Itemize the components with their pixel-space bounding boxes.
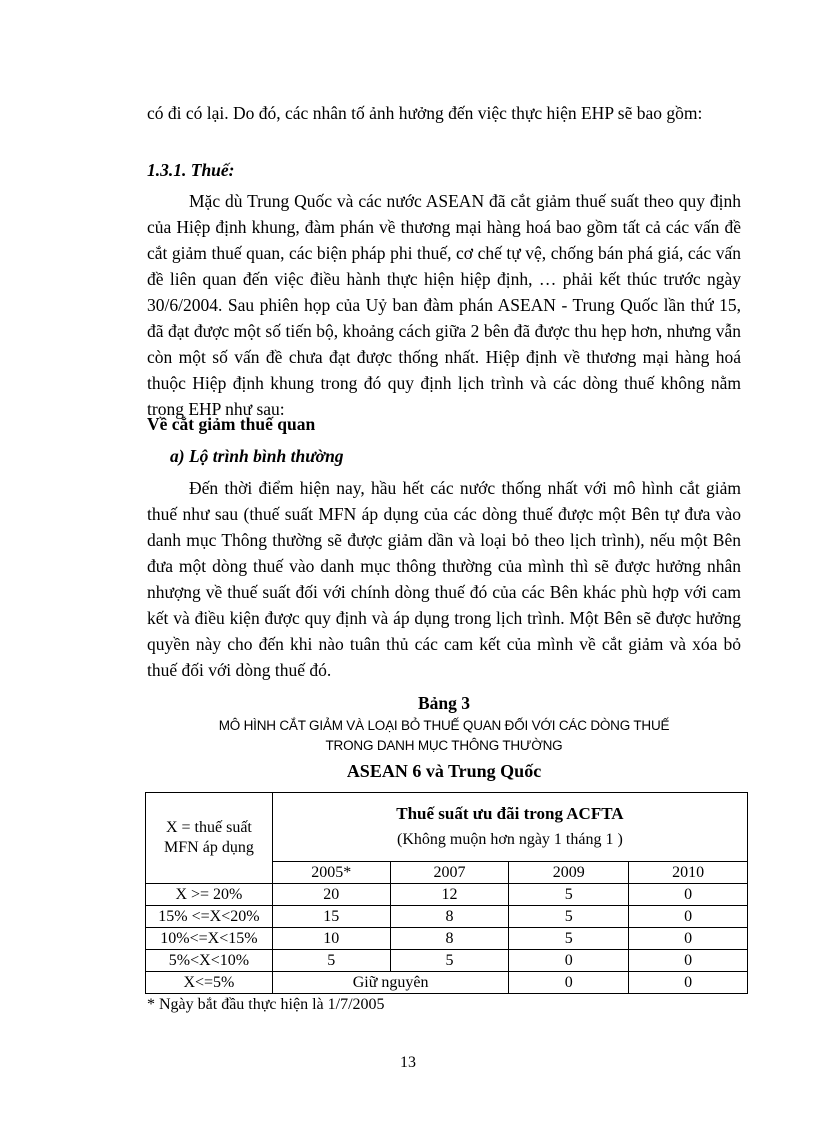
row-header-cell <box>146 793 273 884</box>
table-row <box>146 928 748 950</box>
table-cell: 15 <box>272 906 390 928</box>
table-cell: 0 <box>509 950 629 972</box>
table-title-line1: MÔ HÌNH CẮT GIẢM VÀ LOẠI BỎ THUẾ QUAN ĐỐI VỚI CÁC DÒNG THUẾ <box>218 718 670 733</box>
table-cell: 0 <box>629 906 748 928</box>
row-label: 5%<X<10% <box>146 950 273 972</box>
row-label: 15% <=X<20% <box>146 906 273 928</box>
year-cell: 2007 <box>390 862 509 884</box>
table-row <box>146 906 748 928</box>
table-row <box>146 972 748 994</box>
body-paragraph-1: Mặc dù Trung Quốc và các nước ASEAN đã cắt giảm thuế suất theo quy định của Hiệp định khung, đàm phán về thương mại hàng hoá bao gồm tất cả các vấn đề cắt giảm thuế quan, các biện pháp phi thuế, cơ chế tự vệ, chống bán phá giá, các vấn đề liên quan đến việc điều hành thực hiện hiệp định, … phải kết thúc trước ngày 30/6/2004. Sau phiên họp của Uỷ ban đàm phán ASEAN - Trung Quốc lần thứ 15, đã đạt được một số tiến bộ, khoảng cách giữa 2 bên đã được thu hẹp hơn, nhưng vẫn còn một số vấn đề chưa đạt được thống nhất. Hiệp định về thương mại hàng hoá thuộc Hiệp định khung trong đó quy định lịch trình và các dòng thuế không nằm trong EHP như sau: <box>147 191 741 419</box>
table-header-row <box>146 793 748 862</box>
table-merged-cell: Giữ nguyên <box>272 972 509 994</box>
table-cell: 10 <box>272 928 390 950</box>
subheading-tariff-reduction: Về cắt giảm thuế quan <box>147 414 316 434</box>
row-label: X<=5% <box>146 972 273 994</box>
year-cell: 2009 <box>509 862 629 884</box>
table-cell: 5 <box>390 950 509 972</box>
page-number: 13 <box>400 1054 416 1071</box>
tariff-table <box>145 792 748 994</box>
intro-paragraph: có đi có lại. Do đó, các nhân tố ảnh hưởng đến việc thực hiện EHP sẽ bao gồm: <box>147 103 703 123</box>
group-subheader: (Không muộn hơn ngày 1 tháng 1 ) <box>397 831 623 848</box>
table-cell: 12 <box>390 884 509 906</box>
table-footnote: * Ngày bắt đầu thực hiện là 1/7/2005 <box>147 996 385 1013</box>
group-header-cell <box>272 793 747 862</box>
table-cell: 0 <box>509 972 629 994</box>
row-header-line2: MFN áp dụng <box>164 839 254 856</box>
table-label: Bảng 3 <box>417 693 471 713</box>
table-title-line2: TRONG DANH MỤC THÔNG THƯỜNG <box>325 738 563 753</box>
table-subtitle: ASEAN 6 và Trung Quốc <box>346 761 542 781</box>
table-cell: 0 <box>629 884 748 906</box>
table-cell: 0 <box>629 928 748 950</box>
group-header: Thuế suất ưu đãi trong ACFTA <box>396 804 624 823</box>
row-label: 10%<=X<15% <box>146 928 273 950</box>
table-cell: 20 <box>272 884 390 906</box>
year-cell: 2005* <box>272 862 390 884</box>
table-cell: 0 <box>629 950 748 972</box>
body-paragraph-2: Đến thời điểm hiện nay, hầu hết các nước thống nhất với mô hình cắt giảm thuế như sau (thuế suất MFN áp dụng của các dòng thuế được một Bên tự đưa vào danh mục Thông thường sẽ được giảm dần và loại bỏ theo lịch trình), nếu một Bên đưa một dòng thuế vào danh mục thông thường của mình thì sẽ được hưởng nhân nhượng về thuế suất đối với chính dòng thuế đó của các Bên khác phù hợp với cam kết và điều kiện được quy định và áp dụng trong lịch trình. Một Bên sẽ được hưởng quyền này cho đến khi nào tuân thủ các cam kết của mình về cắt giảm và xóa bỏ thuế đối với dòng thuế đó. <box>147 478 741 680</box>
table-row <box>146 884 748 906</box>
year-cell: 2010 <box>629 862 748 884</box>
table-cell: 8 <box>390 906 509 928</box>
table-cell: 5 <box>509 884 629 906</box>
section-heading: 1.3.1. Thuế: <box>147 160 235 180</box>
table-cell: 8 <box>390 928 509 950</box>
table-cell: 5 <box>509 928 629 950</box>
table-cell: 5 <box>509 906 629 928</box>
row-header-line1: X = thuế suất <box>165 819 252 836</box>
subheading-normal-track: a) Lộ trình bình thường <box>170 446 344 466</box>
table-row <box>146 950 748 972</box>
table-cell: 0 <box>629 972 748 994</box>
row-label: X >= 20% <box>146 884 273 906</box>
table-cell: 5 <box>272 950 390 972</box>
